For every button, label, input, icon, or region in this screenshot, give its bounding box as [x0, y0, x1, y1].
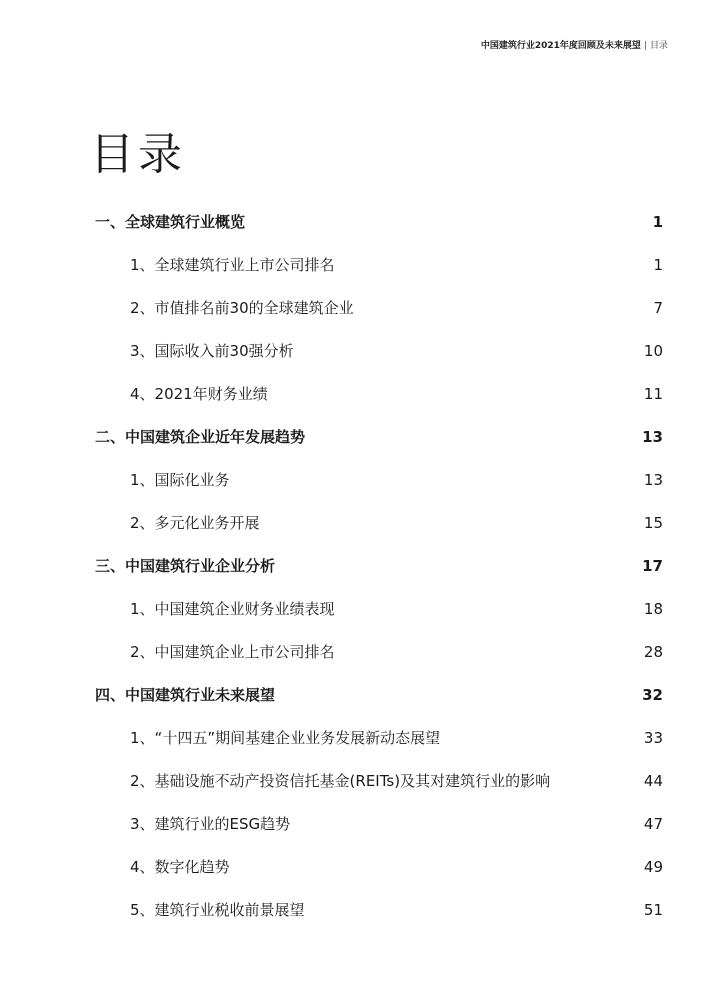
toc-entry-label: 2、中国建筑企业上市公司排名	[130, 643, 335, 661]
toc-entry-label: 二、中国建筑企业近年发展趋势	[95, 428, 306, 446]
toc-subsection-2-1[interactable]	[95, 458, 663, 501]
toc-subsection-4-5[interactable]	[95, 888, 663, 931]
running-header	[481, 38, 668, 51]
toc-page-number: 28	[643, 642, 663, 661]
table-of-contents	[95, 200, 663, 931]
toc-subsection-2-2[interactable]	[95, 501, 663, 544]
toc-page-number: 44	[643, 771, 663, 790]
toc-subsection-4-4[interactable]	[95, 845, 663, 888]
toc-page-number: 17	[642, 556, 663, 575]
toc-subsection-1-3[interactable]	[95, 329, 663, 372]
toc-entry-label: 4、数字化趋势	[130, 858, 230, 876]
toc-page-number: 1	[653, 255, 663, 274]
toc-subsection-4-3[interactable]	[95, 802, 663, 845]
toc-entry-label: 5、建筑行业税收前景展望	[130, 901, 305, 919]
toc-entry-label: 一、全球建筑行业概览	[95, 213, 246, 231]
page-title: 目录	[90, 129, 186, 180]
toc-subsection-3-1[interactable]	[95, 587, 663, 630]
toc-entry-label: 4、2021年财务业绩	[130, 385, 268, 403]
toc-subsection-1-2[interactable]	[95, 286, 663, 329]
toc-page-number: 49	[643, 857, 663, 876]
toc-page-number: 18	[643, 599, 663, 618]
toc-entry-label: 2、多元化业务开展	[130, 514, 260, 532]
toc-subsection-1-1[interactable]	[95, 243, 663, 286]
header-section-name: 目录	[649, 41, 668, 51]
toc-entry-label: 四、中国建筑行业未来展望	[95, 686, 276, 704]
toc-entry-label: 1、中国建筑企业财务业绩表现	[130, 600, 335, 618]
toc-entry-label: 2、市值排名前30的全球建筑企业	[130, 299, 354, 317]
toc-entry-label: 2、基础设施不动产投资信托基金(REITs)及其对建筑行业的影响	[130, 772, 551, 790]
toc-page-number: 33	[643, 728, 663, 747]
toc-page-number: 13	[642, 427, 663, 446]
toc-page-number: 47	[643, 814, 663, 833]
toc-subsection-3-2[interactable]	[95, 630, 663, 673]
toc-section-2[interactable]	[95, 415, 663, 458]
toc-entry-label: 1、国际化业务	[130, 471, 230, 489]
toc-page-number: 15	[643, 513, 663, 532]
toc-entry-label: 3、建筑行业的ESG趋势	[130, 815, 291, 833]
header-document-title: 中国建筑行业2021年度回顾及未来展望	[480, 41, 641, 51]
toc-subsection-4-1[interactable]	[95, 716, 663, 759]
toc-subsection-4-2[interactable]	[95, 759, 663, 802]
toc-page-number: 11	[643, 384, 663, 403]
toc-entry-label: 1、“十四五”期间基建企业业务发展新动态展望	[130, 729, 441, 747]
toc-entry-label: 三、中国建筑行业企业分析	[95, 557, 276, 575]
toc-entry-label: 3、国际收入前30强分析	[130, 342, 294, 360]
toc-page-number: 13	[643, 470, 663, 489]
toc-subsection-1-4[interactable]	[95, 372, 663, 415]
toc-section-3[interactable]	[95, 544, 663, 587]
header-separator: |	[643, 41, 647, 51]
toc-entry-label: 1、全球建筑行业上市公司排名	[130, 256, 335, 274]
toc-page-number: 7	[653, 298, 663, 317]
toc-section-1[interactable]	[95, 200, 663, 243]
toc-page-number: 10	[643, 341, 663, 360]
toc-page-number: 32	[642, 685, 663, 704]
toc-page-number: 1	[652, 212, 663, 231]
toc-section-4[interactable]	[95, 673, 663, 716]
toc-page-number: 51	[643, 900, 663, 919]
